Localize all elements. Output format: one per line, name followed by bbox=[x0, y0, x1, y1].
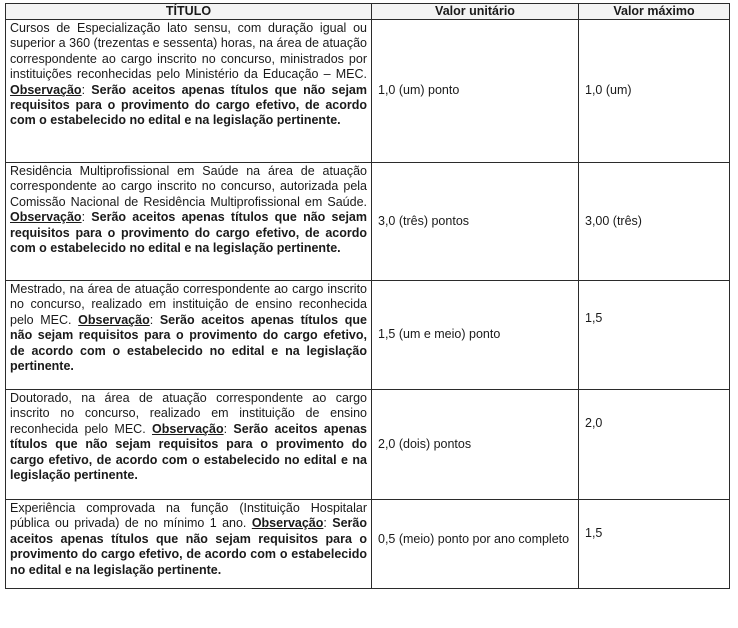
obs-text: Serão aceitos apenas títulos que não sejam requisitos para o provimento do cargo efetivo, de acordo com o estabelecido no edital e na legislação pertinente. bbox=[10, 516, 367, 577]
obs-text: Serão aceitos apenas títulos que não sejam requisitos para o provimento do cargo efetivo, de acordo com o estabelecido no edital e na legislação pertinente. bbox=[10, 312, 367, 374]
titulo-text: Doutorado, na área de atuação correspondente ao cargo inscrito no concurso, realizado em instituição de ensino reconhecida pelo MEC. bbox=[10, 391, 367, 436]
titulo-text: Cursos de Especialização lato sensu, com duração igual ou superior a 360 (trezentas e sessenta) horas, na área de atuação correspondente ao cargo inscrito no concurso, ministrados por instituições reconhecidas pelo Ministério da Educação – MEC. bbox=[10, 21, 367, 82]
valor-maximo-cell: 3,00 (três) bbox=[579, 163, 730, 281]
obs-text: Serão aceitos apenas títulos que não sejam requisitos para o provimento do cargo efetivo, de acordo com o estabelecido no edital e na legislação pertinente. bbox=[10, 210, 367, 256]
header-titulo: TÍTULO bbox=[6, 4, 372, 20]
valor-maximo-cell bbox=[579, 500, 730, 589]
titulo-cell: Residência Multiprofissional em Saúde na área de atuação correspondente ao cargo inscrito no concurso, autorizada pela Comissão Nacional de Residência Multiprofissional em Saúde. Observação: Serão aceitos apenas títulos que não sejam requisitos para o provimento do cargo efetivo, de acordo com o estabelecido no edital e na legislação pertinente. bbox=[6, 163, 372, 281]
valor-unitario-text: 0,5 (meio) ponto por ano completo bbox=[378, 532, 570, 546]
header-valor-unitario: Valor unitário bbox=[372, 4, 579, 20]
obs-text: Serão aceitos apenas títulos que não sejam requisitos para o provimento do cargo efetivo, de acordo com o estabelecido no edital e na legislação pertinente. bbox=[10, 82, 367, 128]
titulo-cell: Doutorado, na área de atuação correspondente ao cargo inscrito no concurso, realizado em instituição de ensino reconhecida pelo MEC. Observação: Serão aceitos apenas títulos que não sejam requisitos para o provimento do cargo efetivo, de acordo com o estabelecido no edital e na legislação pertinente. bbox=[6, 390, 372, 500]
header-row bbox=[6, 4, 730, 20]
valor-unitario-cell: 1,5 (um e meio) ponto bbox=[372, 281, 579, 390]
valor-maximo-cell bbox=[579, 390, 730, 500]
obs-label: Observação bbox=[251, 516, 324, 531]
titulo-cell: Experiência comprovada na função (Instituição Hospitalar pública ou privada) de no mínimo 1 ano. Observação: Serão aceitos apenas títulos que não sejam requisitos para o provimento do cargo efetivo, de acordo com o estabelecido no edital e na legislação pertinente. bbox=[6, 500, 372, 589]
table-row bbox=[6, 500, 730, 589]
obs-label: Observação bbox=[152, 421, 224, 436]
valor-unitario-cell: 3,0 (três) pontos bbox=[372, 163, 579, 281]
valor-maximo-text: 1,5 bbox=[585, 526, 603, 540]
obs-label: Observação bbox=[78, 312, 150, 327]
valor-maximo-text: 2,0 bbox=[585, 416, 603, 430]
valor-maximo-text: 1,5 bbox=[585, 311, 603, 325]
valor-maximo-cell: 1,0 (um) bbox=[579, 20, 730, 163]
titulo-cell: Mestrado, na área de atuação correspondente ao cargo inscrito no concurso, realizado em instituição de ensino reconhecida pelo MEC. Observação: Serão aceitos apenas títulos que não sejam requisitos para o provimento do cargo efetivo, de acordo com o estabelecido no edital e na legislação pertinente. bbox=[6, 281, 372, 390]
titulo-cell: Cursos de Especialização lato sensu, com duração igual ou superior a 360 (trezentas e sessenta) horas, na área de atuação correspondente ao cargo inscrito no concurso, ministrados por instituições reconhecidas pelo Ministério da Educação – MEC. Observação: Serão aceitos apenas títulos que não sejam requisitos para o provimento do cargo efetivo, de acordo com o estabelecido no edital e na legislação pertinente. bbox=[6, 20, 372, 163]
table-row bbox=[6, 390, 730, 500]
obs-label: Observação bbox=[10, 210, 82, 225]
table-row bbox=[6, 281, 730, 390]
titulo-text: Mestrado, na área de atuação correspondente ao cargo inscrito no concurso, realizado em instituição de ensino reconhecida pelo MEC. bbox=[10, 282, 367, 327]
header-valor-maximo: Valor máximo bbox=[579, 4, 730, 20]
titulo-text: Residência Multiprofissional em Saúde na área de atuação correspondente ao cargo inscrito no concurso, autorizada pela Comissão Nacional de Residência Multiprofissional em Saúde. bbox=[10, 164, 367, 209]
valor-maximo-cell bbox=[579, 281, 730, 390]
table-row bbox=[6, 20, 730, 163]
titulo-text: Experiência comprovada na função (Instituição Hospitalar pública ou privada) de no mínimo 1 ano. bbox=[10, 501, 367, 531]
table-row bbox=[6, 163, 730, 281]
valor-unitario-cell: 2,0 (dois) pontos bbox=[372, 390, 579, 500]
valor-unitario-cell bbox=[372, 500, 579, 589]
valor-unitario-cell: 1,0 (um) ponto bbox=[372, 20, 579, 163]
obs-label: Observação bbox=[10, 82, 82, 97]
obs-text: Serão aceitos apenas títulos que não sejam requisitos para o provimento do cargo efetivo, de acordo com o estabelecido no edital e na legislação pertinente. bbox=[10, 421, 367, 483]
titles-table bbox=[5, 3, 730, 589]
